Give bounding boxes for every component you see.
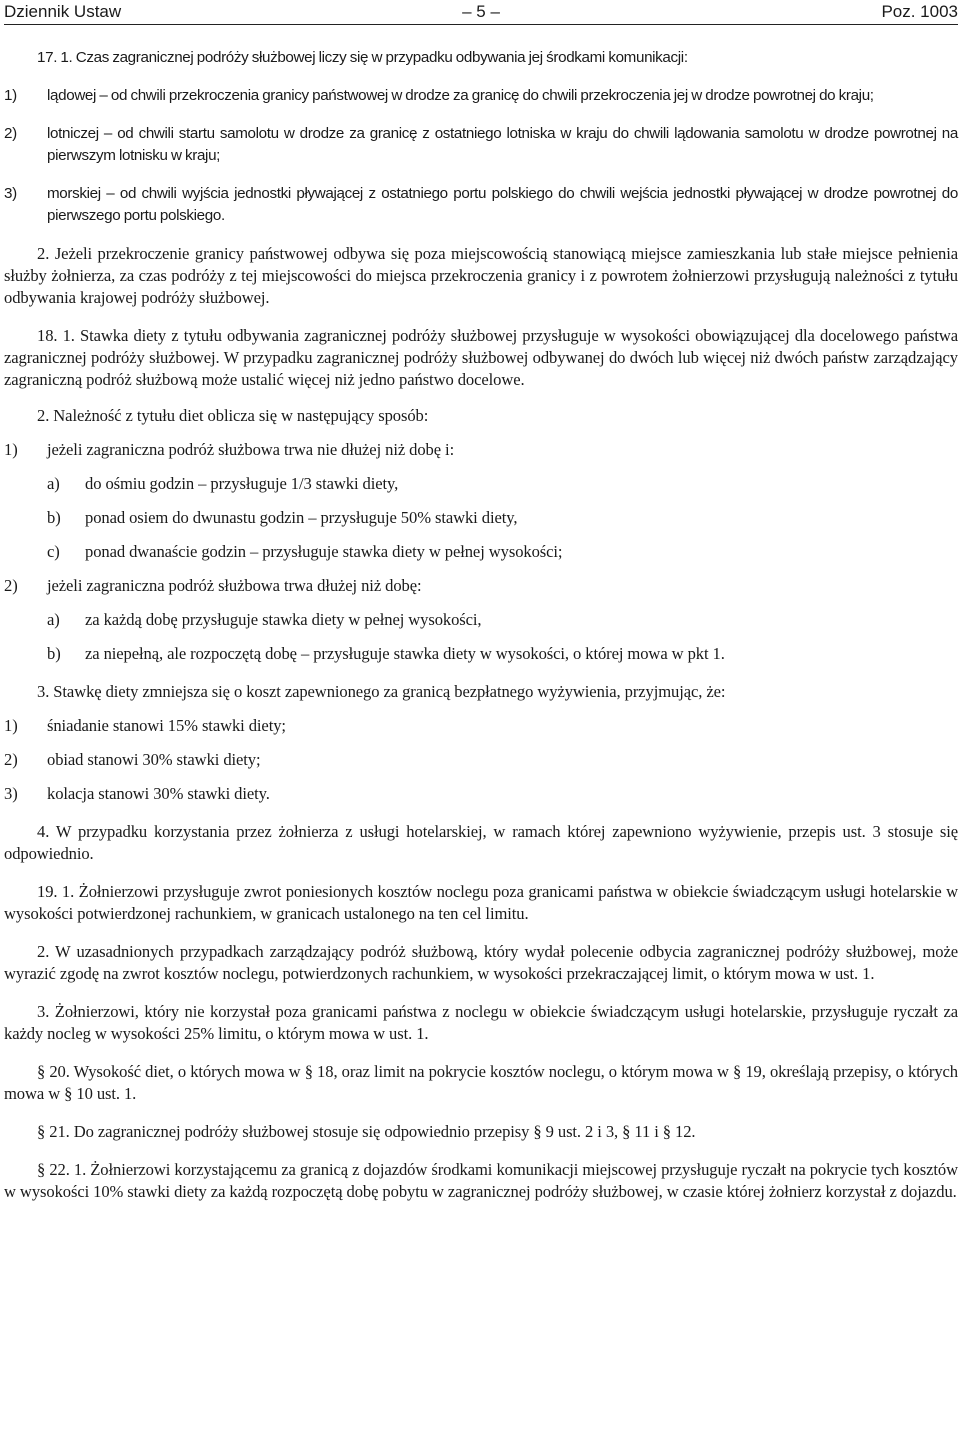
document-body [4,47,958,1203]
sub-list-item [4,609,958,631]
paragraph-18-1: 18. 1. Stawka diety z tytułu odbywania zagranicznej podróży służbowej przysługuje w wysokości obowiązującej dla docelowego państwa zagranicznej podróży służbowej. W przypadku zagranicznej podróży służbowej odbywanej do dwóch lub więcej niż dwóch państw zarządzający zagraniczną podróż służbową może ustalić więcej niż jedno państwo docelowe. [4,326,958,389]
page-number: – 5 – [462,2,500,21]
position-number: Poz. 1003 [881,2,958,21]
item-number: 1) [4,440,18,459]
item-text: lotniczej – od chwili startu samolotu w drodze za granicę z ostatniego lotniska w kraju do chwili lądowania samolotu w drodze powrotnej na pierwszym lotnisku w kraju; [47,125,958,164]
paragraph-22-1: § 22. 1. Żołnierzowi korzystającemu za granicą z dojazdów środkami komunikacji miejscowej przysługuje ryczałt na pokrycie tych kosztów w wysokości 10% stawki diety za każdą rozpoczętą dobę pobytu w zagranicznej podróży służbowej, w czasie której żołnierz korzystał z dojazdu. [4,1160,958,1201]
page-header [4,0,958,25]
list-item [4,439,958,461]
paragraph-18-3: 3. Stawkę diety zmniejsza się o koszt zapewnionego za granicą bezpłatnego wyżywienia, przyjmując, że: [37,682,726,701]
paragraph-18-2: 2. Należność z tytułu diet oblicza się w następujący sposób: [37,406,429,425]
item-number: 2) [4,125,17,142]
sub-item-text: do ośmiu godzin – przysługuje 1/3 stawki diety, [85,474,399,493]
item-text: obiad stanowi 30% stawki diety; [47,750,261,769]
list-item [4,575,958,597]
sub-item-letter: a) [47,610,60,629]
paragraph-19-1: 19. 1. Żołnierzowi przysługuje zwrot poniesionych kosztów noclegu poza granicami państwa w obiekcie świadczącym usługi hotelarskie w wysokości potwierdzonej rachunkiem, w granicach ustalonego na ten cel limitu. [4,882,958,923]
list-item [4,123,958,167]
list-item [4,183,958,227]
paragraph-19-3: 3. Żołnierzowi, który nie korzystał poza granicami państwa z noclegu w obiekcie świadczącym usługi hotelarskie, przysługuje ryczałt za każdy nocleg w wysokości 25% limitu, o którym mowa w ust. 1. [4,1002,958,1043]
section-serif [4,243,958,1203]
sub-item-text: ponad dwanaście godzin – przysługuje stawka diety w pełnej wysokości; [85,542,563,561]
paragraph-17-1: 17. 1. Czas zagranicznej podróży służbowej liczy się w przypadku odbywania jej środkami komunikacji: [37,49,688,66]
list-item [4,783,958,805]
item-text: morskiej – od chwili wyjścia jednostki pływającej z ostatniego portu polskiego do chwili wejścia jednostki pływającej w drodze powrotnej do pierwszego portu polskiego. [47,185,958,224]
paragraph-21: § 21. Do zagranicznej podróży służbowej stosuje się odpowiednio przepisy § 9 ust. 2 i 3, § 11 i § 12. [37,1122,696,1141]
paragraph-17-2: 2. Jeżeli przekroczenie granicy państwowej odbywa się poza miejscowością stanowiącą miejsce zamieszkania lub stałe miejsce pełnienia służby żołnierza, za czas podróży z tej miejscowości do miejsca przekroczenia granicy i z powrotem żołnierzowi przysługują należności z tytułu odbywania krajowej podróży służbowej. [4,244,958,307]
item-text: kolacja stanowi 30% stawki diety. [47,784,270,803]
item-number: 2) [4,576,18,595]
paragraph-19-2: 2. W uzasadnionych przypadkach zarządzający podróż służbową, który wydał polecenie odbycia zagranicznej podróży służbowej, może wyrazić zgodę na zwrot kosztów noclegu, potwierdzonych rachunkiem, w wysokości przekraczającej limit, o którym mowa w ust. 1. [4,942,958,983]
list-item [4,749,958,771]
sub-list-item [4,541,958,563]
sub-item-letter: a) [47,474,60,493]
paragraph-18-4: 4. W przypadku korzystania przez żołnierza z usługi hotelarskiej, w ramach której zapewniono wyżywienie, przepis ust. 3 stosuje się odpowiednio. [4,822,958,863]
item-number: 3) [4,784,18,803]
section-17 [4,47,958,227]
sub-item-letter: b) [47,508,61,527]
item-text: jeżeli zagraniczna podróż służbowa trwa nie dłużej niż dobę i: [47,440,455,459]
sub-list-item [4,473,958,495]
sub-item-text: za niepełną, ale rozpoczętą dobę – przysługuje stawka diety w wysokości, o której mowa w pkt 1. [85,644,725,663]
sub-item-letter: c) [47,542,60,561]
paragraph-20: § 20. Wysokość diet, o których mowa w § 18, oraz limit na pokrycie kosztów noclegu, o którym mowa w § 19, określają przepisy, o których mowa w § 10 ust. 1. [4,1062,958,1103]
sub-item-text: ponad osiem do dwunastu godzin – przysługuje 50% stawki diety, [85,508,518,527]
sub-item-letter: b) [47,644,61,663]
list-item [4,85,958,107]
item-number: 3) [4,185,17,202]
item-number: 1) [4,716,18,735]
item-number: 1) [4,87,17,104]
item-number: 2) [4,750,18,769]
item-text: jeżeli zagraniczna podróż służbowa trwa dłużej niż dobę: [47,576,422,595]
journal-title: Dziennik Ustaw [4,2,122,21]
sub-list-item [4,643,958,665]
list-item [4,715,958,737]
sub-item-text: za każdą dobę przysługuje stawka diety w pełnej wysokości, [85,610,482,629]
item-text: lądowej – od chwili przekroczenia granicy państwowej w drodze za granicę do chwili przekroczenia jej w drodze powrotnej do kraju; [47,87,874,104]
item-text: śniadanie stanowi 15% stawki diety; [47,716,286,735]
sub-list-item [4,507,958,529]
